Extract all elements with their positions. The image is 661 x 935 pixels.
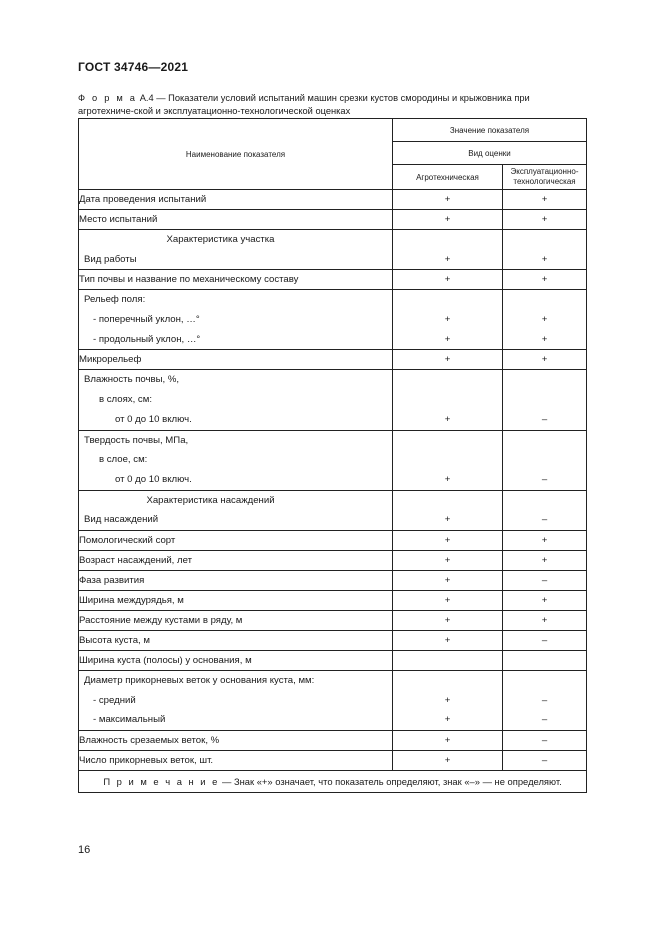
cell-agro [393, 650, 503, 670]
row-label: Помологический сорт [79, 530, 393, 550]
cell-expl: + [503, 190, 587, 210]
table-row [79, 290, 587, 350]
cell-expl: + [503, 350, 587, 370]
row-label: Ширина междурядья, м [79, 590, 393, 610]
table-row [79, 530, 587, 550]
row-label: Расстояние между кустами в ряду, м [79, 610, 393, 630]
cell-expl: – [503, 751, 587, 771]
row-label: Фаза развития [79, 570, 393, 590]
cell-expl [503, 430, 587, 490]
cell-agro-value: + [444, 253, 451, 265]
cell-expl: – [503, 630, 587, 650]
table-row [79, 270, 587, 290]
row-sublabel: от 0 до 10 включ. [115, 413, 192, 425]
caption-prefix: Ф о р м а [78, 93, 138, 103]
page-number: 16 [78, 844, 91, 856]
cell-agro: + [393, 530, 503, 550]
row-label: Высота куста, м [79, 630, 393, 650]
section-site-cell [79, 230, 393, 270]
table-row [79, 670, 587, 730]
table-row [79, 430, 587, 490]
cell-expl [503, 230, 587, 270]
cell-expl [503, 290, 587, 350]
cell-agro: + [393, 751, 503, 771]
indicators-table [78, 118, 587, 793]
section-heading-site: Характеристика участка [166, 234, 275, 245]
cell-expl [503, 670, 587, 730]
table-row [79, 210, 587, 230]
cell-agro [393, 290, 503, 350]
cell-expl [503, 490, 587, 530]
cell-agro-value: + [444, 333, 451, 345]
table-row [79, 490, 587, 530]
cell-expl-value: – [541, 714, 548, 726]
table-row [79, 190, 587, 210]
table-row [79, 650, 587, 670]
cell-expl-value: + [541, 314, 548, 326]
table-row [79, 550, 587, 570]
cell-expl: + [503, 610, 587, 630]
caption-text: — Показатели условий испытаний машин срезки кустов смородины и крыжовника при агротехниче-ской и эксплуатационно-технологической оценках [78, 93, 530, 116]
row-sublabel: - максимальный [93, 714, 166, 726]
row-label: Тип почвы и название по механическому составу [79, 270, 393, 290]
cell-agro-value: + [444, 514, 451, 526]
row-label: Влажность срезаемых веток, % [79, 731, 393, 751]
cell-expl-value: – [541, 694, 548, 706]
table-note-row [79, 771, 587, 793]
table-row [79, 570, 587, 590]
table-row [79, 610, 587, 630]
header-name-column: Наименование показателя [79, 119, 393, 190]
cell-expl: + [503, 210, 587, 230]
row-label: Вид насаждений [84, 514, 159, 526]
row-sublabel: - продольный уклон, …° [93, 333, 201, 345]
cell-agro-value: + [444, 714, 451, 726]
cell-expl: – [503, 570, 587, 590]
cell-agro [393, 430, 503, 490]
cell-agro: + [393, 350, 503, 370]
cell-agro: + [393, 590, 503, 610]
cell-expl: + [503, 530, 587, 550]
cell-expl: + [503, 550, 587, 570]
cell-expl-value: – [541, 413, 548, 425]
row-sublabel: от 0 до 10 включ. [115, 473, 192, 485]
row-sublabel: - поперечный уклон, …° [93, 314, 200, 326]
row-label: Диаметр прикорневых веток у основания куста, мм: [84, 674, 315, 686]
caption-number: А.4 [139, 93, 154, 103]
cell-agro [393, 490, 503, 530]
cell-agro [393, 230, 503, 270]
row-label: Вид работы [84, 253, 137, 265]
cell-expl [503, 650, 587, 670]
cell-agro-value: + [444, 314, 451, 326]
table-row [79, 590, 587, 610]
cell-expl-value: + [541, 333, 548, 345]
hardness-cell [79, 430, 393, 490]
cell-agro [393, 370, 503, 430]
cell-agro: + [393, 630, 503, 650]
cell-agro-value: + [444, 473, 451, 485]
row-label: Число прикорневых веток, шт. [79, 751, 393, 771]
header-value-column: Значение показателя [393, 119, 587, 142]
table-row [79, 751, 587, 771]
row-sublabel: в слоях, см: [99, 394, 152, 406]
row-label: Ширина куста (полосы) у основания, м [79, 650, 393, 670]
row-label: Твердость почвы, МПа, [84, 434, 189, 446]
cell-agro: + [393, 210, 503, 230]
row-label: Микрорельеф [79, 350, 393, 370]
row-label: Дата проведения испытаний [79, 190, 393, 210]
table-note [79, 771, 587, 793]
cell-expl: + [503, 590, 587, 610]
cell-agro: + [393, 610, 503, 630]
cell-expl-value: – [541, 514, 548, 526]
cell-agro [393, 670, 503, 730]
cell-agro: + [393, 190, 503, 210]
table-row [79, 630, 587, 650]
row-label: Влажность почвы, %, [84, 374, 180, 386]
cell-agro: + [393, 731, 503, 751]
document-header: ГОСТ 34746—2021 [78, 60, 189, 74]
header-kind-column: Вид оценки [393, 142, 587, 165]
row-label: Место испытаний [79, 210, 393, 230]
header-agro-column: Агротехническая [393, 165, 503, 190]
cell-expl [503, 370, 587, 430]
section-plant-cell [79, 490, 393, 530]
section-heading-plants: Характеристика насаждений [146, 494, 275, 506]
cell-agro: + [393, 570, 503, 590]
form-caption [78, 92, 586, 118]
table-row [79, 350, 587, 370]
cell-agro: + [393, 550, 503, 570]
row-sublabel: - средний [93, 694, 136, 706]
table-row [79, 731, 587, 751]
cell-expl: + [503, 270, 587, 290]
cell-expl-value: – [541, 473, 548, 485]
cell-expl: – [503, 731, 587, 751]
row-label: Возраст насаждений, лет [79, 550, 393, 570]
cell-agro-value: + [444, 413, 451, 425]
note-label: П р и м е ч а н и е [103, 776, 220, 787]
cell-expl-value: + [541, 253, 548, 265]
cell-agro-value: + [444, 694, 451, 706]
table-row [79, 230, 587, 270]
note-text: — Знак «+» означает, что показатель определяют, знак «–» — не определяют. [219, 776, 562, 787]
relief-cell [79, 290, 393, 350]
header-expl-column: Эксплуатационно-технологическая [503, 165, 587, 190]
cell-agro: + [393, 270, 503, 290]
moisture-cell [79, 370, 393, 430]
row-sublabel: в слое, см: [99, 454, 148, 466]
row-label: Рельеф поля: [84, 294, 146, 306]
diameter-cell [79, 670, 393, 730]
table-row [79, 370, 587, 430]
